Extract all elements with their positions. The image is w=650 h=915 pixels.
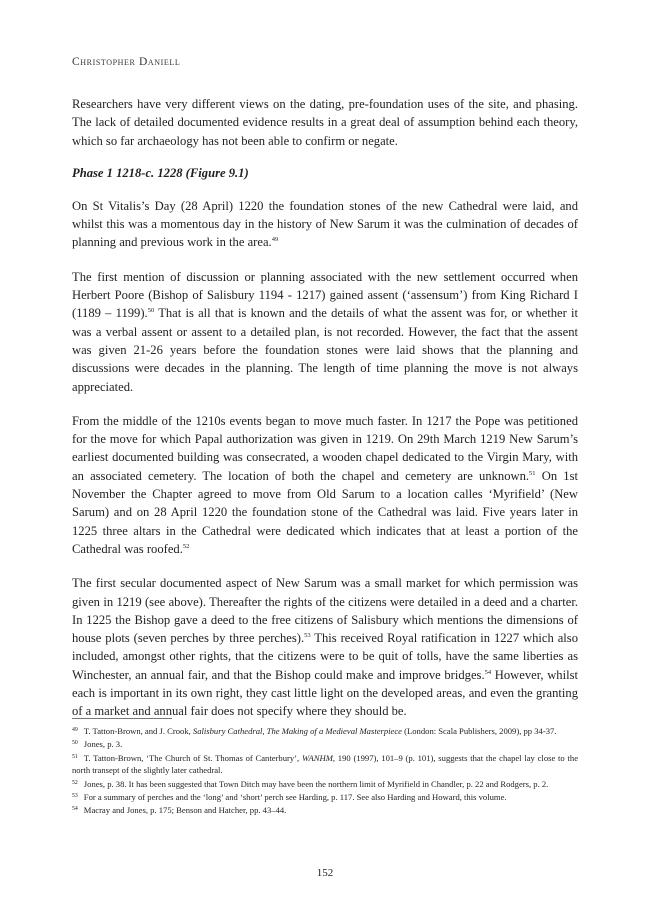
paragraph-text: On 1st November the Chapter agreed to move from Old Sarum to a location calles ‘Myrifield’ (New Sarum) and on 28 April 1220 the foundation stone of the Cathedral was laid. Five years later in 1225 three altars in the Cathedral were dedicated which indicates that at least a portion of the Cathedral was roofed. [72, 468, 578, 556]
running-head: Christopher Daniell [72, 56, 181, 68]
footnote-ref-49[interactable]: 49 [271, 236, 279, 244]
footnote-text: (London: Scala Publishers, 2009), pp 34-37. [402, 726, 557, 736]
footnote-53 [72, 790, 578, 803]
footnote-ref-51[interactable]: 51 [529, 469, 536, 477]
paragraph-text: The first secular documented aspect of New Sarum was a small market for which permission was given in 1219 (see above). Thereafter the rights of the citizens were detailed in a deed and a charter. In 1225 the Bishop gave a deed to the free citizens of Salisbury which mentions the dimensions of house plots (seven perches by three perches). [72, 576, 578, 646]
footnote-number: 51 [72, 753, 78, 760]
section-heading: Phase 1 1218-c. 1228 (Figure 9.1) [72, 165, 249, 180]
footnote-ref-54[interactable]: 54 [484, 668, 492, 676]
paragraph-1 [72, 197, 578, 252]
paragraph-4 [72, 574, 578, 720]
paragraph-text: However, whilst each is important in its own right, they cast little light on the developed areas, and even the granting of a market and annual fair does not specify where they should be. [72, 667, 578, 719]
paragraph-text: That is all that is known and the details of what the assent was for, or whether it was a verbal assent or assent to a detailed plan, is not recorded. However, the fact that the assent was given 21-26 years before the foundation stones were laid shows that the planning and discussions were decades in the planning. The length of time planning the move is not always appreciated. [72, 306, 578, 394]
paragraph-3 [72, 412, 578, 558]
paragraph-text: On St Vitalis’s Day (28 April) 1220 the foundation stones of the new Cathedral were laid, and whilst this was a momentous day in the history of New Sarum it was the culmination of decades of planning and previous work in the area. [72, 198, 578, 250]
paragraph-2 [72, 268, 578, 396]
page-number: 152 [316, 867, 334, 879]
footnote-52 [72, 777, 578, 790]
footnote-number: 53 [72, 793, 78, 800]
footnote-divider [72, 718, 172, 719]
footnote-text: Jones, p. 38. It has been suggested that Town Ditch may have been the northern limit of Myrifield in Chandler, p. 22 and Rodgers, p. 2. [83, 778, 549, 789]
paragraph-intro: Researchers have very different views on the dating, pre-foundation uses of the site, and phasing. The lack of detailed documented evidence results in a great deal of assumption behind each theory, which so far archaeology has not been able to confirm or negate. [72, 97, 578, 148]
paragraph-text: This received Royal ratification in 1227 which also included, amongst other rights, that the citizens were to be quit of tolls, have the same liberties as Winchester, an annual fair, and that the Bishop could make and improve bridges. [72, 631, 578, 682]
footnote-title: Salisbury Cathedral, The Making of a Medieval Masterpiece [192, 726, 402, 736]
footnote-text: , 190 (1997), 101–9 (p. 101), suggests that the chapel lay close to the north transept of the slightly later cathedral. [72, 752, 579, 776]
footnote-title: WANHM [301, 752, 333, 763]
paragraph-text: The first mention of discussion or planning associated with the new settlement occurred when Herbert Poore (Bishop of Salisbury 1194 - 1217) gained assent (‘assensum’) from King Richard I (1189 – 1199). [72, 269, 578, 321]
footnote-49 [72, 724, 578, 737]
footnote-ref-50[interactable]: 50 [147, 307, 155, 315]
footnote-text: Macray and Jones, p. 175; Benson and Hatcher, pp. 43–44. [83, 805, 287, 816]
footnote-ref-53[interactable]: 53 [304, 632, 311, 640]
footnote-text: T. Tatton-Brown, ‘The Church of St. Thomas of Canterbury’, [83, 752, 302, 763]
footnote-number: 49 [72, 727, 78, 733]
footnote-text: For a summary of perches and the ‘long’ and ‘short’ perch see Harding, p. 117. See also Harding and Howard, this volume. [83, 792, 507, 803]
footnote-51 [72, 751, 578, 777]
footnotes [72, 724, 578, 817]
footnote-50 [72, 737, 578, 750]
body-text [72, 95, 578, 737]
footnote-ref-52[interactable]: 52 [182, 542, 190, 550]
paragraph-text: From the middle of the 1210s events began to move much faster. In 1217 the Pope was petitioned for the move for which Papal authorization was given in 1219. On 29th March 1219 New Sarum’s earliest documented building was consecrated, a wooden chapel dedicated to the Virgin Mary, with an associated cemetery. The location of both the chapel and cemetery are unknown. [72, 413, 578, 483]
footnote-number: 50 [72, 740, 78, 747]
footnote-number: 52 [72, 779, 78, 786]
footnote-text: T. Tatton-Brown, and J. Crook, [83, 726, 193, 736]
footnote-text: Jones, p. 3. [83, 739, 123, 750]
footnote-54 [72, 803, 578, 816]
footnote-number: 54 [72, 806, 78, 813]
